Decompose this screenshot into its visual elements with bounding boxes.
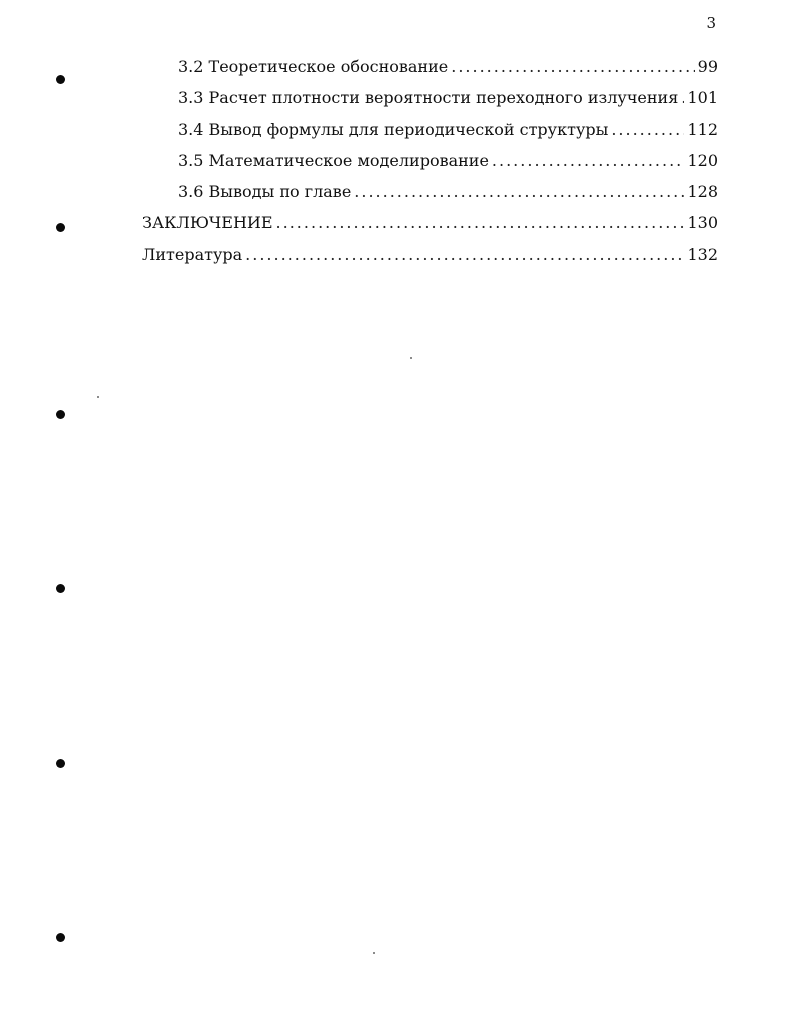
- toc-entry: [142, 57, 718, 88]
- toc-entry-title: 3.4 Вывод формулы для периодической структуры: [178, 119, 609, 139]
- toc-entry-title: 3.5 Математическое моделирование: [178, 150, 489, 170]
- toc-entry: [142, 182, 718, 213]
- toc-dot-leader: [451, 57, 694, 76]
- toc-dot-leader: [681, 88, 684, 107]
- table-of-contents: [142, 57, 718, 276]
- toc-entry: [142, 213, 718, 244]
- toc-entry: [142, 245, 718, 276]
- scan-speck: [373, 952, 375, 954]
- toc-entry: [142, 88, 718, 119]
- toc-entry-page: 132: [687, 244, 718, 264]
- toc-entry: [142, 120, 718, 151]
- toc-entry-page: 130: [687, 213, 718, 233]
- binder-hole-mark: [56, 759, 65, 768]
- toc-entry-page: 128: [687, 182, 718, 202]
- toc-dot-leader: [276, 213, 685, 232]
- page-number: 3: [706, 14, 716, 32]
- toc-entry-title: ЗАКЛЮЧЕНИЕ: [142, 213, 273, 233]
- toc-dot-leader: [354, 182, 684, 201]
- toc-entry-page: 99: [697, 57, 718, 76]
- toc-entry-title: Литература: [142, 244, 243, 264]
- toc-entry-title: 3.3 Расчет плотности вероятности переходного излучения: [178, 88, 679, 108]
- toc-entry-page: 112: [687, 119, 718, 139]
- toc-entry-title: 3.2 Теоретическое обоснование: [178, 57, 449, 76]
- scan-speck: [410, 357, 412, 359]
- toc-entry-page: 120: [687, 150, 718, 170]
- toc-dot-leader: [492, 151, 685, 170]
- toc-dot-leader: [245, 245, 684, 264]
- toc-dot-leader: [611, 120, 684, 139]
- binder-hole-mark: [56, 75, 65, 84]
- scan-speck: [97, 396, 99, 398]
- binder-hole-mark: [56, 933, 65, 942]
- binder-hole-mark: [56, 410, 65, 419]
- toc-entry-title: 3.6 Выводы по главе: [178, 182, 352, 202]
- toc-entry: [142, 151, 718, 182]
- binder-hole-mark: [56, 223, 65, 232]
- binder-hole-mark: [56, 584, 65, 593]
- toc-entry-page: 101: [687, 88, 718, 108]
